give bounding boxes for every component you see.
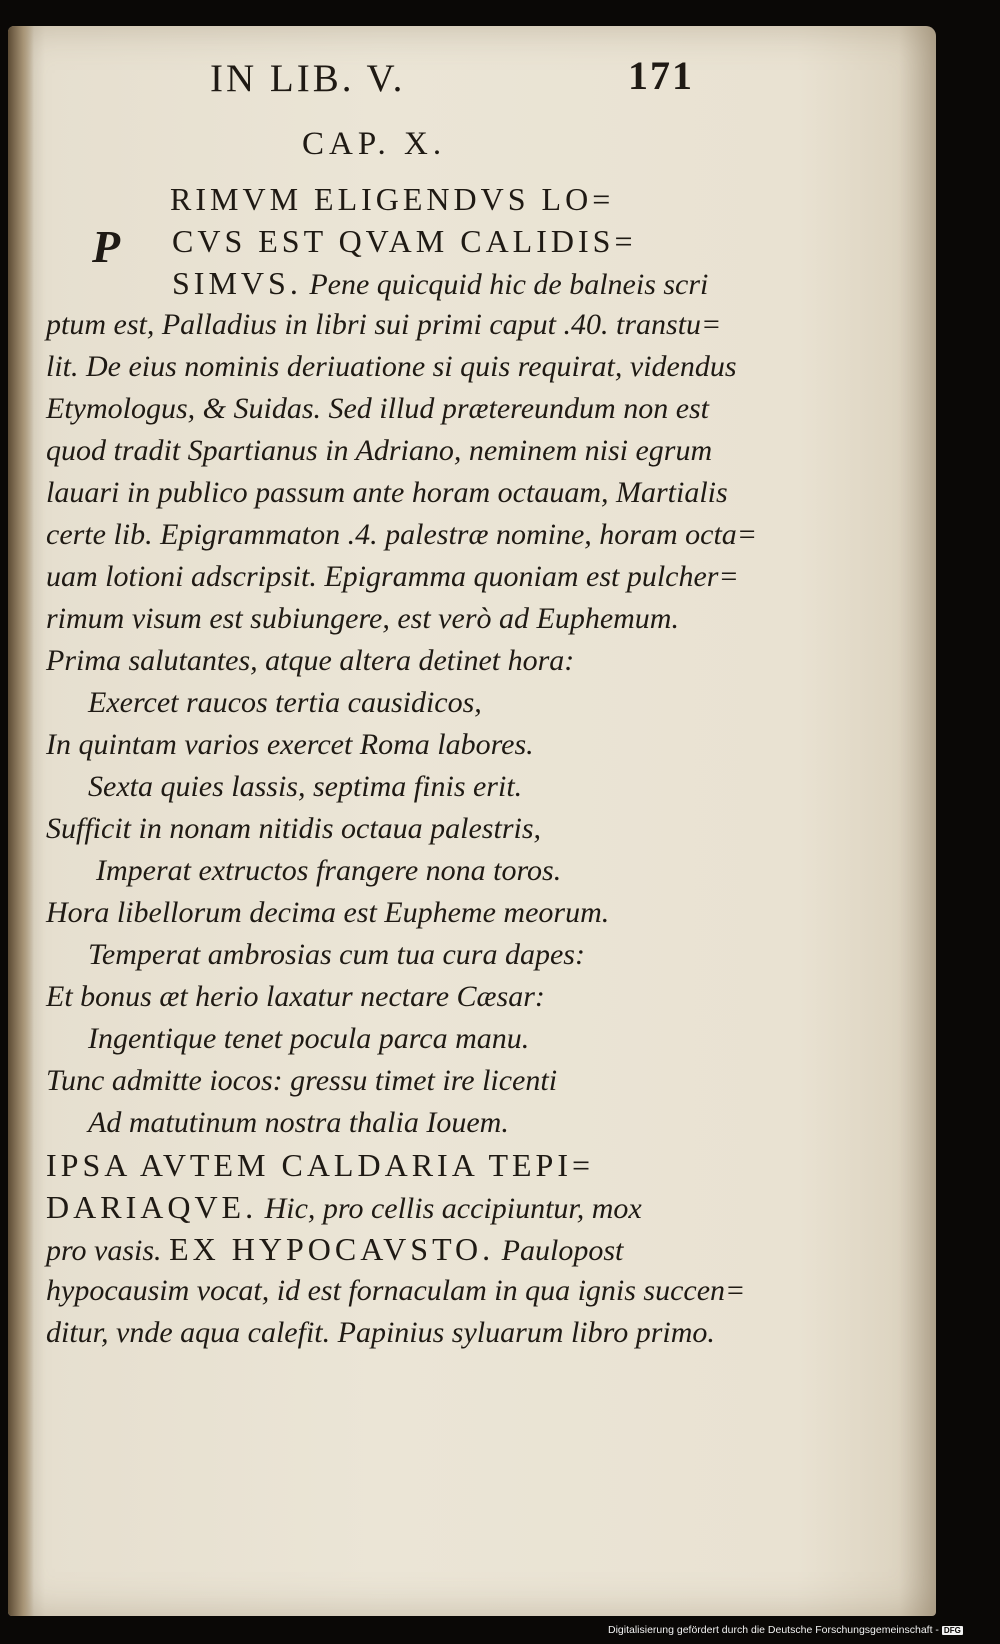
text-line: IPSA AVTEM CALDARIA TEPI= (46, 1147, 595, 1183)
text-line: lauari in publico passum ante horam octauam, Martialis (46, 476, 728, 509)
text-line: ditur, vnde aqua calefit. Papinius syluarum libro primo. (46, 1316, 715, 1349)
text-line: quod tradit Spartianus in Adriano, neminem nisi egrum (46, 434, 713, 467)
text-line: RIMVM ELIGENDVS LO= (170, 181, 615, 217)
initial-letter: P (92, 221, 121, 272)
page-gutter-shadow (8, 26, 34, 1616)
text-line: Etymologus, & Suidas. Sed illud prætereundum non est (46, 392, 710, 425)
verse-line: Imperat extructos frangere nona toros. (96, 854, 562, 887)
verse-line: Hora libellorum decima est Eupheme meorum. (46, 896, 610, 929)
verse-line: Sufficit in nonam nitidis octaua palestris, (46, 812, 541, 845)
text-line: pro vasis. EX HYPOCAVSTO. Paulopost (46, 1231, 624, 1267)
text-line: lit. De eius nominis deriuatione si quis requirat, videndus (46, 350, 737, 383)
text-line: SIMVS. Pene quicquid hic de balneis scri (172, 265, 709, 301)
text-line: DARIAQVE. Hic, pro cellis accipiuntur, mox (46, 1189, 642, 1225)
credit-text: Digitalisierung gefördert durch die Deutsche Forschungsgemeinschaft - (608, 1624, 939, 1636)
text-line: rimum visum est subiungere, est verò ad Euphemum. (46, 602, 679, 635)
text-line: CVS EST QVAM CALIDIS= (172, 223, 637, 259)
digitization-credit (608, 1624, 963, 1636)
verse-line: Ad matutinum nostra thalia Iouem. (88, 1106, 509, 1139)
verse-line: Prima salutantes, atque altera detinet hora: (46, 644, 575, 677)
text-line: uam lotioni adscripsit. Epigramma quoniam est pulcher= (46, 560, 739, 593)
page-number: 171 (628, 53, 694, 98)
verse-line: Exercet raucos tertia causidicos, (88, 686, 482, 719)
text-line: certe lib. Epigrammaton .4. palestræ nomine, horam octa= (46, 518, 758, 551)
text-line: hypocausim vocat, id est fornaculam in qua ignis succen= (46, 1274, 746, 1307)
verse-line: In quintam varios exercet Roma labores. (46, 728, 534, 761)
dfg-logo: DFG (943, 1625, 961, 1635)
verse-line: Ingentique tenet pocula parca manu. (88, 1022, 530, 1055)
running-head: IN LIB. V. (210, 57, 406, 100)
chapter-heading: CAP. X. (302, 126, 447, 162)
verse-line: Sexta quies lassis, septima finis erit. (88, 770, 523, 803)
text-line: ptum est, Palladius in libri sui primi caput .40. transtu= (46, 308, 722, 341)
verse-line: Temperat ambrosias cum tua cura dapes: (88, 938, 585, 971)
verse-line: Et bonus æt herio laxatur nectare Cæsar: (46, 980, 545, 1013)
verse-line: Tunc admitte iocos: gressu timet ire licenti (46, 1064, 558, 1097)
